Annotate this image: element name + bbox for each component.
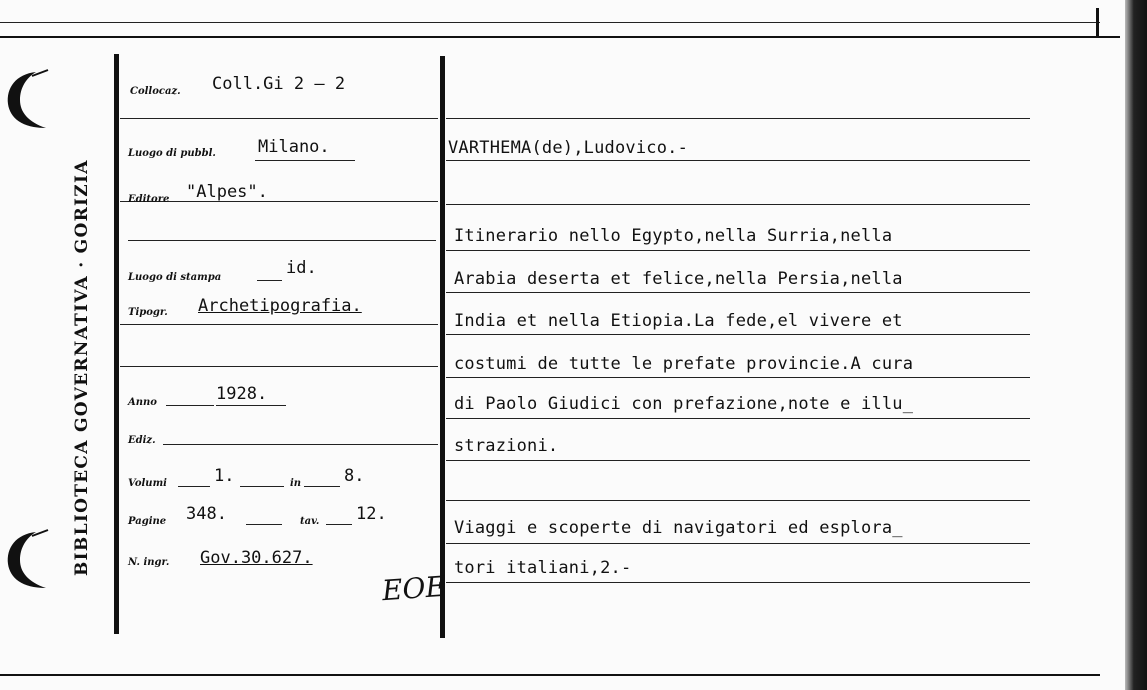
- top-right-tick: [1096, 8, 1099, 38]
- title-line-2: Arabia deserta et felice,nella Persia,nella: [454, 269, 903, 289]
- ingr-value: Gov.30.627.: [200, 548, 313, 568]
- anno-label: Anno: [128, 397, 157, 408]
- pagine-value: 348.: [186, 504, 227, 524]
- volumi-value: 1.: [214, 466, 235, 486]
- binder-hole-top-icon: [2, 66, 52, 136]
- underline: [166, 405, 214, 406]
- underline: [246, 524, 282, 525]
- rule: [446, 500, 1030, 501]
- ingr-label: N. ingr.: [128, 557, 170, 568]
- tipogr-label: Tipogr.: [128, 307, 168, 318]
- top-edge-line-2: [0, 36, 1120, 38]
- bottom-edge-line: [0, 674, 1100, 676]
- title-line-4: costumi de tutte le prefate provincie.A cura: [454, 354, 914, 374]
- editore-value: "Alpes".: [186, 182, 268, 202]
- underline: [178, 486, 210, 487]
- in-value: 8.: [344, 466, 365, 486]
- left-column-rule: [114, 54, 119, 634]
- luogo-stampa-label: Luogo di stampa: [128, 272, 222, 283]
- volumi-label: Volumi: [128, 478, 167, 489]
- underline: [257, 280, 282, 281]
- rule: [446, 418, 1030, 419]
- tav-value: 12.: [356, 504, 387, 524]
- underline: [326, 524, 352, 525]
- rule: [446, 160, 1030, 161]
- title-line-5: di Paolo Giudici con prefazione,note e illu_: [454, 394, 914, 414]
- binder-hole-bottom-icon: [2, 526, 52, 596]
- collocazione-value: Coll.Gi 2 — 2: [212, 74, 346, 94]
- luogo-pubbl-label: Luogo di pubbl.: [128, 148, 216, 159]
- luogo-pubbl-value: Milano.: [258, 137, 330, 157]
- rule: [446, 377, 1030, 378]
- anno-value: 1928.: [216, 384, 268, 404]
- middle-column-rule: [440, 56, 445, 638]
- author-heading: VARTHEMA(de),Ludovico.-: [448, 138, 689, 158]
- rule: [446, 250, 1030, 251]
- luogo-stampa-value: id.: [286, 258, 317, 278]
- rule: [128, 240, 436, 241]
- rule: [446, 582, 1030, 583]
- rule: [446, 334, 1030, 335]
- rule: [120, 118, 438, 119]
- rule: [446, 292, 1030, 293]
- rule: [446, 543, 1030, 544]
- rule: [446, 118, 1030, 119]
- rule: [120, 324, 438, 325]
- title-line-1: Itinerario nello Egypto,nella Surria,nella: [454, 226, 893, 246]
- rule: [446, 460, 1030, 461]
- underline: [163, 444, 438, 445]
- series-line-2: tori italiani,2.-: [454, 558, 632, 578]
- handwritten-note: EOE: [380, 569, 447, 608]
- underline: [304, 486, 340, 487]
- top-edge-line: [0, 22, 1100, 23]
- tipogr-value: Archetipografia.: [198, 296, 362, 316]
- in-label: in: [290, 478, 302, 489]
- series-line-1: Viaggi e scoperte di navigatori ed esplora_: [454, 518, 903, 538]
- editore-label: Editore: [128, 194, 170, 205]
- tav-label: tav.: [300, 516, 320, 527]
- library-stamp: BIBLIOTECA GOVERNATIVA · GORIZIA: [72, 159, 92, 576]
- underline: [240, 486, 284, 487]
- collocazione-label: Collocaz.: [130, 86, 181, 97]
- rule: [120, 366, 438, 367]
- pagine-label: Pagine: [128, 516, 167, 527]
- scan-edge-shadow: [1125, 0, 1147, 690]
- title-line-6: strazioni.: [454, 436, 559, 456]
- ediz-label: Ediz.: [128, 435, 156, 446]
- underline: [216, 405, 286, 406]
- rule: [446, 204, 1030, 205]
- underline: [255, 160, 355, 161]
- title-line-3: India et nella Etiopia.La fede,el vivere et: [454, 311, 903, 331]
